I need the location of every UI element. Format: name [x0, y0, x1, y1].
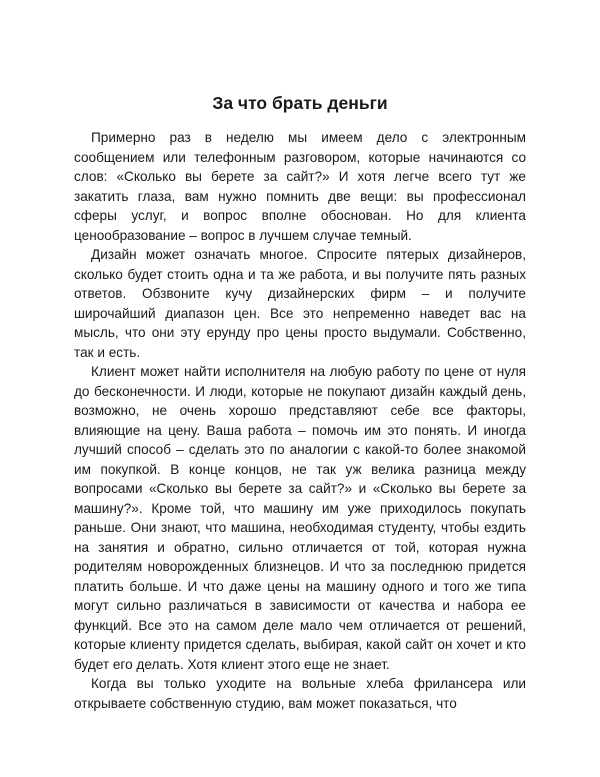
paragraph: Когда вы только уходите на вольные хлеба фрилансера или открываете собственную студию, вам может показаться, что: [74, 676, 526, 711]
paragraph: Примерно раз в неделю мы имеем дело с электронным сообщением или телефонным разговором, которые начинаются со слов: «Сколько вы берете за сайт?» И хотя легче всего тут же закатить глаза, вам нужно помнить две вещи: вы профессионал сферы услуг, и вопрос вполне обоснован. Но для клиента ценообразование – вопрос в лучшем случае темный.: [74, 130, 526, 243]
paragraph: Дизайн может означать многое. Спросите пятерых дизайнеров, сколько будет стоить одна и та же работа, и вы получите пять разных ответов. Обзвоните кучу дизайнерских фирм – и получите широчайший диапазон цен. Все это непременно наведет вас на мысль, что они эту ерунду про цены просто выдумали. Собственно, так и есть.: [74, 247, 526, 360]
document-page: [74, 0, 526, 777]
body-text: [74, 128, 526, 713]
paragraph: Клиент может найти исполнителя на любую работу по цене от нуля до бесконечности. И люди, которые не покупают дизайн каждый день, возможно, не очень хорошо представляют себе все факторы, влияющие на цену. Ваша работа – помочь им это понять. И иногда лучший способ – сделать это по аналогии с какой-то более знакомой им покупкой. В конце концов, не так уж велика разница между вопросами «Сколько вы берете за сайт?» и «Сколько вы берете за машину?». Кроме той, что машину им уже приходилось покупать раньше. Они знают, что машина, необходимая студенту, чтобы ездить на занятия и обратно, сильно отличается от той, которая нужна родителям новорожденных близнецов. И что за последнюю придется платить больше. И что даже цены на машину одного и того же типа могут сильно различаться в зависимости от качества и набора ее функций. Все это на самом деле мало чем отличается от решений, которые клиенту придется сделать, выбирая, какой сайт он хочет и кто будет его делать. Хотя клиент этого еще не знает.: [74, 364, 526, 672]
page-title: За что брать деньги: [212, 93, 388, 113]
